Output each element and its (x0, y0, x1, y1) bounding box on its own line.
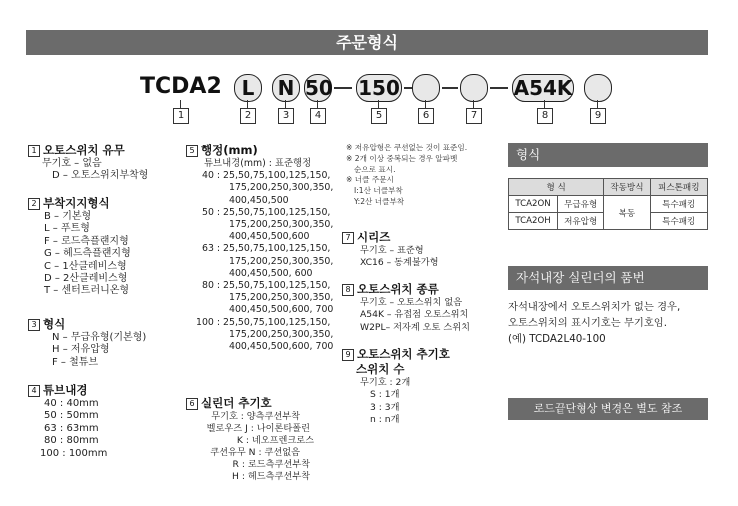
desc-line: (예) TCDA2L40-100 (508, 333, 606, 345)
section-5 (186, 143, 333, 353)
code-tick (317, 100, 318, 108)
page-title: 주문형식 (26, 30, 708, 55)
section-row: 무기호 – 오토스위치 없음 (360, 297, 463, 308)
order-code (140, 72, 640, 104)
part-number-header: 자석내장 실린더의 품번 (508, 266, 708, 290)
cell-packing: 특수패킹 (650, 213, 707, 230)
code-part-7 (460, 74, 488, 102)
code-num-5: 5 (371, 108, 387, 124)
code-tick (180, 100, 181, 108)
section-row: F – 철튜브 (52, 356, 99, 368)
section-heading: 5 행정(mm) (186, 143, 333, 158)
rod-end-note: 로드끝단형상 변경은 별도 참조 (508, 398, 708, 420)
section-heading: 9 오토스위치 추기호 (342, 347, 450, 362)
code-num-3: 3 (278, 108, 294, 124)
section-heading: 3 형식 (28, 317, 146, 332)
section-row: 벨로우즈 J : 나이론타폴린 (206, 423, 310, 434)
section-row: 50 : 25,50,75,100,125,150, (202, 206, 331, 218)
desc-line: 오토스위치의 표시기호는 무기호임. (508, 317, 668, 329)
section-3 (28, 317, 146, 369)
code-tick (425, 100, 426, 108)
type-header: 형식 (508, 143, 708, 167)
section-row: H – 저유압형 (52, 344, 110, 356)
section-row: W2PL– 저자계 오토 스위치 (360, 321, 470, 333)
cell-kind: 저유압형 (558, 213, 604, 230)
section-2 (28, 196, 131, 298)
code-prefix: TCDA2 (140, 74, 222, 99)
section-row: 400,450,500, 600 (229, 267, 313, 279)
section-9 (342, 347, 450, 427)
section-row: F – 로드측플랜지형 (44, 235, 129, 247)
section-row: K : 네오프렌크로스 (236, 435, 314, 446)
section-row: 400,450,500,600, 700 (229, 304, 334, 316)
section-row: L – 푸트형 (44, 223, 90, 235)
section-7 (342, 230, 439, 270)
section-row: 무기호 – 표준형 (360, 245, 424, 256)
section-heading: 4 튜브내경 (28, 383, 107, 398)
code-tick (378, 100, 379, 108)
code-part-9 (584, 74, 612, 102)
section-row: B – 기본형 (44, 211, 92, 222)
cell-operation: 복동 (604, 196, 650, 230)
section-row: 무기호 : 양측쿠션부착 (211, 411, 300, 422)
section-row: H : 헤드측쿠션부착 (232, 471, 310, 482)
section-row: 무기호 : 2개 (360, 377, 411, 388)
cell-kind: 무급유형 (558, 196, 604, 213)
section-row: T – 센터트러니온형 (44, 285, 130, 297)
section-heading: 8 오토스위치 종류 (342, 282, 470, 297)
section-row: XC16 – 동계불가형 (360, 257, 439, 269)
section-row: 63 : 63mm (44, 422, 99, 434)
col-header-packing: 피스톤패킹 (650, 179, 707, 196)
notes (346, 143, 467, 208)
section-heading: 1 오토스위치 유무 (28, 143, 148, 158)
section-6 (186, 396, 314, 483)
section-row: 40 : 25,50,75,100,125,150, (202, 170, 331, 182)
code-part-4: 50 (305, 76, 333, 100)
cell-model: TCA2OH (509, 213, 558, 230)
col-header-operation: 작동방식 (604, 179, 650, 196)
section-row: 400,450,500,600 (229, 231, 310, 243)
section-row: 175,200,250,300,350, (229, 292, 334, 304)
section-row: 쿠션유무 N : 쿠션없음 (210, 447, 300, 458)
section-row: 400,450,500 (229, 194, 289, 206)
note-line: 순으로 표시. (354, 164, 396, 174)
code-part-8: A54K (513, 76, 573, 100)
note-line: I:1산 너클부착 (354, 186, 403, 196)
code-part-2: L (234, 74, 262, 102)
code-num-9: 9 (590, 108, 606, 124)
section-row: G – 헤드측플랜지형 (44, 248, 131, 260)
section-row: 400,450,500,600, 700 (229, 341, 334, 353)
section-row: C – 1산클레비스형 (44, 260, 127, 272)
code-dash (334, 87, 352, 89)
code-tick (597, 100, 598, 108)
cell-model: TCA2ON (509, 196, 558, 213)
section-row: 175,200,250,300,350, (229, 182, 334, 194)
desc-line: 자석내장에서 오토스위치가 없는 경우, (508, 301, 681, 313)
code-num-7: 7 (466, 108, 482, 124)
table-row (509, 196, 708, 213)
cell-packing: 특수패킹 (650, 196, 707, 213)
section-4 (28, 383, 107, 460)
code-num-1: 1 (173, 108, 189, 124)
section-row: D – 오토스위치부착형 (52, 170, 149, 182)
code-dash (442, 87, 458, 89)
code-part-5: 150 (356, 74, 402, 102)
code-tick (247, 100, 248, 108)
code-part-3: N (272, 74, 300, 102)
section-row: 175,200,250,300,350, (229, 328, 334, 340)
note-line: ※ 저유압형은 쿠션없는 것이 표준임. (346, 143, 468, 152)
code-part-6 (412, 74, 440, 102)
section-row: 40 : 40mm (44, 398, 99, 409)
code-num-4: 4 (310, 108, 326, 124)
section-row: 175,200,250,300,350, (229, 219, 334, 231)
code-dash (490, 87, 508, 89)
section-row: 50 : 50mm (44, 410, 99, 422)
code-num-2: 2 (240, 108, 256, 124)
section-row: 100 : 25,50,75,100,125,150, (196, 316, 331, 328)
section-row: 175,200,250,300,350, (229, 255, 334, 267)
section-row: S : 1개 (370, 389, 400, 401)
code-num-8: 8 (537, 108, 553, 124)
note-line: Y:2산 너클부착 (354, 196, 405, 206)
code-tick (544, 100, 545, 108)
section-row: 무기호 – 없음 (42, 158, 102, 169)
section-row: R : 로드측쿠션부착 (232, 459, 310, 470)
section-subheading: 스위치 수 (356, 362, 405, 376)
code-dash (404, 87, 412, 89)
section-heading: 2 부착지지형식 (28, 196, 131, 211)
section-row: 3 : 3개 (370, 401, 400, 413)
note-line: ※ 2개 이상 중복되는 경우 알파벳 (346, 153, 458, 163)
col-header-type: 형 식 (509, 179, 604, 196)
section-8 (342, 282, 470, 334)
section-1 (28, 143, 148, 183)
code-num-6: 6 (418, 108, 434, 124)
section-row: N – 무급유형(기본형) (52, 332, 147, 343)
note-line: ※ 너클 주문시 (346, 175, 394, 185)
section-row: 63 : 25,50,75,100,125,150, (202, 243, 331, 255)
section-row: A54K – 유접점 오토스위치 (360, 309, 469, 321)
section-row: n : n개 (370, 414, 400, 426)
section-row: D – 2산클레비스형 (44, 273, 128, 285)
code-tick (285, 100, 286, 108)
section-heading: 7 시리즈 (342, 230, 439, 245)
section-row: 80 : 80mm (44, 435, 99, 447)
section-heading: 6 실린더 추기호 (186, 396, 314, 411)
code-tick (473, 100, 474, 108)
type-table (508, 178, 708, 230)
section-row: 100 : 100mm (40, 447, 108, 459)
section-row: 80 : 25,50,75,100,125,150, (202, 280, 331, 292)
part-number-description (508, 299, 710, 347)
section-row: 튜브내경(mm) : 표준행정 (204, 158, 312, 169)
